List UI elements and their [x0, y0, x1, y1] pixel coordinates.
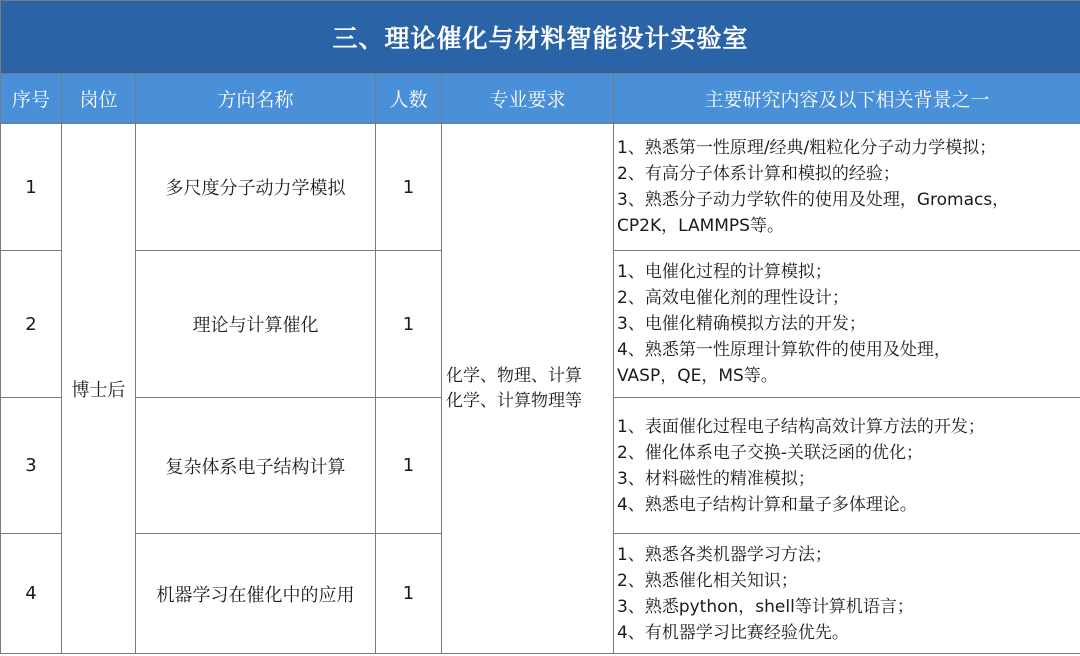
major-line: 化学、计算物理等	[446, 390, 582, 411]
row-direction: 机器学习在催化中的应用	[136, 534, 376, 654]
content-line: 4、有机器学习比赛经验优先。	[617, 622, 849, 643]
table-title: 三、理论催化与材料智能设计实验室	[1, 1, 1080, 74]
row-count: 1	[376, 124, 442, 251]
header-content: 主要研究内容及以下相关背景之一	[614, 74, 1080, 124]
content-line: 3、材料磁性的精准模拟；	[617, 468, 815, 489]
header-index: 序号	[1, 74, 62, 124]
content-line: 2、高效电催化剂的理性设计；	[617, 288, 849, 308]
content-line: 2、熟悉催化相关知识；	[617, 570, 798, 591]
row-index: 3	[1, 398, 62, 534]
row-index: 1	[1, 124, 62, 251]
row-index: 2	[1, 251, 62, 398]
header-direction: 方向名称	[136, 74, 376, 124]
row-direction: 复杂体系电子结构计算	[136, 398, 376, 534]
content-line: 3、电催化精确模拟方法的开发；	[617, 314, 866, 334]
row-content	[614, 251, 1080, 398]
content-line: 2、有高分子体系计算和模拟的经验；	[617, 164, 900, 184]
content-line: CP2K，LAMMPS等。	[617, 216, 784, 236]
content-line: 1、表面催化过程电子结构高效计算方法的开发；	[617, 416, 985, 437]
content-line: 3、熟悉分子动力学软件的使用及处理，Gromacs，	[617, 190, 1010, 210]
content-line: 4、熟悉电子结构计算和量子多体理论。	[617, 494, 917, 515]
content-line: VASP，QE，MS等。	[617, 366, 778, 386]
content-line: 1、熟悉各类机器学习方法；	[617, 544, 832, 565]
row-direction: 多尺度分子动力学模拟	[136, 124, 376, 251]
major-line: 化学、物理、计算	[446, 365, 582, 386]
header-major: 专业要求	[442, 74, 614, 124]
content-line: 2、催化体系电子交换-关联泛函的优化；	[617, 442, 923, 463]
content-line: 3、熟悉python，shell等计算机语言；	[617, 596, 914, 617]
position-cell: 博士后	[62, 124, 136, 654]
row-content	[614, 124, 1080, 251]
row-content	[614, 534, 1080, 654]
row-count: 1	[376, 398, 442, 534]
row-direction: 理论与计算催化	[136, 251, 376, 398]
row-content	[614, 398, 1080, 534]
row-index: 4	[1, 534, 62, 654]
content-line: 1、电催化过程的计算模拟；	[617, 262, 832, 282]
major-cell	[442, 124, 614, 654]
row-count: 1	[376, 251, 442, 398]
content-line: 4、熟悉第一性原理计算软件的使用及处理，	[617, 340, 951, 360]
table-row	[1, 124, 1080, 251]
header-position: 岗位	[62, 74, 136, 124]
header-count: 人数	[376, 74, 442, 124]
row-count: 1	[376, 534, 442, 654]
content-line: 1、熟悉第一性原理/经典/粗粒化分子动力学模拟；	[617, 138, 997, 158]
